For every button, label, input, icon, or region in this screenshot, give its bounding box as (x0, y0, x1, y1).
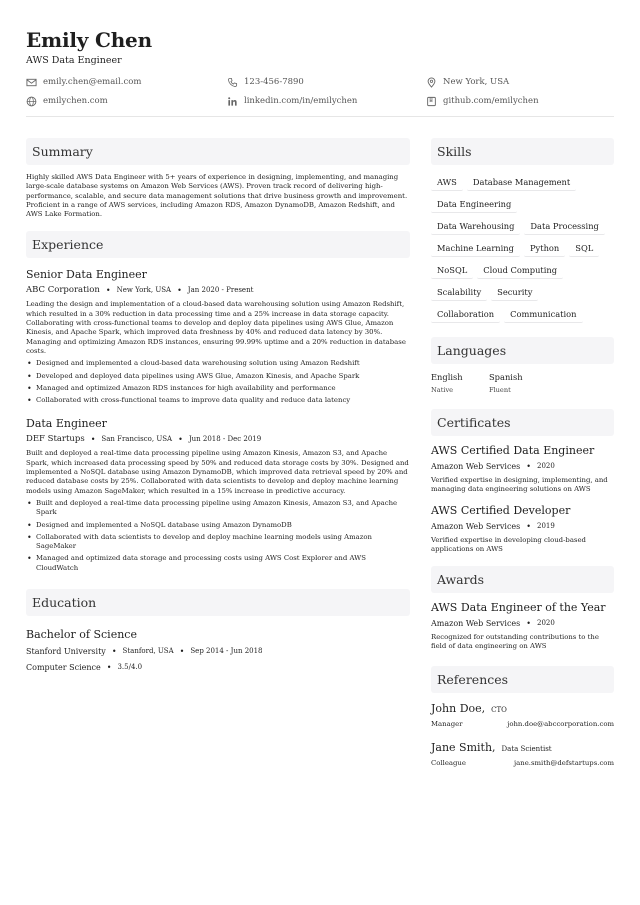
award-entry (431, 601, 614, 652)
separator-dot: • (105, 286, 111, 296)
github-icon (426, 96, 437, 107)
education-meta (26, 646, 410, 657)
job-description: Built and deployed a real-time data processing pipeline using Amazon Kinesis, Amazon S3, and Apache Spark, which increased data processing speed by 50% and reduced data storage costs by 30%. Designed and implemented a NoSQL database using Amazon DynamoDB, which improved data retrieval speed by 20% and reduced database costs by 25%. Collaborated with data scientists to develop and deploy machine learning models using Amazon SageMaker, which resulted in a 15% increase in predictive accuracy. (26, 449, 409, 495)
contact-linkedin[interactable] (227, 94, 357, 108)
job-bullet: • Managed and optimized Amazon RDS instances for high availability and performance (26, 384, 410, 393)
certificate-meta (431, 521, 614, 532)
separator-dot: • (178, 435, 183, 445)
envelope-icon (26, 77, 37, 88)
skill-tag: SQL (569, 239, 599, 257)
job-bullet: • Collaborated with cross-functional teams to improve data quality and reduce data latency (26, 396, 410, 405)
reference-email[interactable]: john.doe@abccorporation.com (507, 719, 614, 728)
reference-role: CTO (491, 705, 507, 714)
school-location: Stanford, USA (122, 647, 174, 656)
separator-dot: • (526, 521, 531, 531)
certificate-entry (431, 444, 614, 495)
website-text: emilychen.com (43, 96, 108, 106)
summary-heading: Summary (26, 138, 410, 165)
education-dates: Sep 2014 - Jun 2018 (190, 647, 263, 656)
award-meta (431, 618, 614, 629)
degree-title: Bachelor of Science (26, 628, 137, 642)
award-title: AWS Data Engineer of the Year (431, 601, 606, 615)
job-description: Leading the design and implementation of a cloud-based data warehousing solution using Amazon Redshift, which resulted in a 30% reduction in data processing time and a 25% increase in data storage capacity. Collaborating with cross-functional teams to develop and deploy data pipelines using AWS Glue, Amazon Kinesis, and Apache Spark, which improved data freshness by 40% and reduced data latency by 30%. Managing and optimizing Amazon RDS instances, ensuring 99.99% uptime and a 20% reduction in database costs. (26, 300, 406, 355)
skill-tag: Cloud Computing (477, 261, 563, 279)
school-name: Stanford University (26, 647, 106, 657)
job-dates: Jun 2018 - Dec 2019 (188, 435, 262, 444)
language-item (431, 371, 489, 395)
job-company: DEF Startups (26, 434, 85, 445)
skill-tag: Data Engineering (431, 195, 517, 213)
job-bullets (26, 499, 410, 573)
field-of-study: Computer Science (26, 663, 101, 673)
skills-list (431, 169, 614, 323)
job-location: New York, USA (116, 286, 172, 295)
github-text: github.com/emilychen (443, 96, 539, 106)
job-entry (26, 417, 410, 573)
job-meta (26, 285, 410, 296)
language-name: Spanish (489, 372, 523, 382)
education-heading: Education (26, 589, 410, 616)
job-dates: Jan 2020 - Present (187, 286, 254, 295)
language-level: Native (431, 386, 454, 394)
reference-entry (431, 741, 614, 768)
summary-text: Highly skilled AWS Data Engineer with 5+ years of experience in designing, implementing, and managing large-scale database systems on Amazon Web Services (AWS). Proven track record of delivering high-performance, scalable, and secure data management solutions that drive business growth and improvement. Proficient in a range of AWS services, including Amazon RDS, Amazon DynamoDB, Amazon Redshift, and AWS Lake Formation. (26, 173, 408, 219)
phone-icon (227, 77, 238, 88)
phone-text: 123-456-7890 (244, 77, 304, 87)
contact-location (426, 75, 509, 89)
certificate-entry (431, 504, 614, 555)
certificates-heading: Certificates (431, 409, 614, 436)
job-title: Data Engineer (26, 417, 107, 431)
education-field-row (26, 662, 410, 673)
reference-relation: Manager (431, 719, 463, 728)
separator-dot: • (177, 286, 182, 296)
skill-tag: Data Warehousing (431, 217, 520, 235)
location-text: New York, USA (443, 77, 510, 87)
skill-tag: Scalability (431, 283, 487, 301)
job-entry (26, 268, 410, 405)
language-item (489, 371, 547, 395)
globe-icon (26, 96, 37, 107)
references-heading: References (431, 666, 614, 693)
main-column (26, 138, 410, 673)
job-bullet: • Designed and implemented a NoSQL database using Amazon DynamoDB (26, 521, 410, 530)
linkedin-icon (227, 96, 238, 107)
language-name: English (431, 372, 463, 382)
skill-tag: NoSQL (431, 261, 473, 279)
separator-dot: • (526, 462, 531, 471)
separator-dot: • (111, 647, 117, 657)
certificate-meta (431, 461, 614, 472)
candidate-name: Emily Chen (26, 28, 152, 52)
job-location: San Francisco, USA (101, 435, 173, 444)
certificate-year: 2020 (536, 462, 555, 470)
job-bullet: • Developed and deployed data pipelines using AWS Glue, Amazon Kinesis, and Apache Spark (26, 372, 410, 381)
candidate-title: AWS Data Engineer (26, 55, 122, 66)
award-description: Recognized for outstanding contributions to the field of data engineering on AWS (431, 633, 599, 651)
separator-dot: • (526, 619, 531, 629)
location-pin-icon (426, 77, 437, 88)
awards-heading: Awards (431, 566, 614, 593)
award-year: 2020 (536, 619, 555, 628)
skill-tag: Database Management (467, 173, 576, 191)
reference-role: Data Scientist (501, 744, 552, 753)
skill-tag: Machine Learning (431, 239, 520, 257)
skill-tag: Data Processing (524, 217, 604, 235)
reference-name: Jane Smith, (431, 740, 496, 754)
languages-list (431, 371, 614, 395)
certificate-issuer: Amazon Web Services (431, 521, 521, 531)
skill-tag: Communication (504, 305, 582, 323)
certificate-description: Verified expertise in developing cloud-based applications on AWS (431, 535, 586, 553)
language-level: Fluent (489, 386, 511, 394)
certificate-description: Verified expertise in designing, implementing, and managing data engineering solutions on AWS (431, 476, 608, 494)
separator-dot: • (90, 435, 96, 445)
skill-tag: Security (491, 283, 538, 301)
certificate-year: 2019 (536, 521, 555, 530)
job-title: Senior Data Engineer (26, 268, 147, 282)
experience-heading: Experience (26, 231, 410, 258)
reference-email[interactable]: jane.smith@defstartups.com (514, 758, 614, 767)
skills-heading: Skills (431, 138, 614, 165)
header-divider (26, 116, 614, 117)
job-company: ABC Corporation (26, 285, 100, 296)
languages-heading: Languages (431, 337, 614, 364)
job-bullet: • Built and deployed a real-time data processing pipeline using Amazon Kinesis, Amazon S3, and Apache Spark (26, 499, 410, 518)
gpa: 3.5/4.0 (117, 663, 143, 672)
certificate-title: AWS Certified Data Engineer (431, 444, 595, 457)
contact-block (26, 71, 614, 115)
email-text: emily.chen@email.com (43, 77, 142, 87)
job-bullet: • Designed and implemented a cloud-based data warehousing solution using Amazon Redshift (26, 359, 410, 368)
certificate-issuer: Amazon Web Services (431, 462, 521, 471)
reference-relation: Colleague (431, 758, 466, 767)
skill-tag: Python (524, 239, 565, 257)
contact-website[interactable] (26, 94, 108, 108)
skill-tag: AWS (431, 173, 463, 191)
contact-email[interactable] (26, 75, 141, 89)
separator-dot: • (106, 663, 112, 673)
contact-github[interactable] (426, 94, 539, 108)
skill-tag: Collaboration (431, 305, 500, 323)
certificate-title: AWS Certified Developer (431, 503, 571, 517)
side-column (431, 138, 614, 768)
contact-phone[interactable] (227, 75, 304, 89)
award-issuer: Amazon Web Services (431, 619, 521, 629)
reference-name: John Doe, (431, 701, 486, 715)
separator-dot: • (179, 647, 185, 657)
job-bullet: • Managed and optimized data storage and processing costs using AWS Cost Explorer and AWS CloudWatch (26, 554, 410, 573)
reference-entry (431, 702, 614, 729)
linkedin-text: linkedin.com/in/emilychen (244, 96, 358, 106)
job-meta (26, 434, 410, 445)
resume-page (26, 28, 614, 767)
job-bullet: • Collaborated with data scientists to develop and deploy machine learning models using Amazon SageMaker (26, 533, 410, 552)
job-bullets (26, 359, 410, 405)
